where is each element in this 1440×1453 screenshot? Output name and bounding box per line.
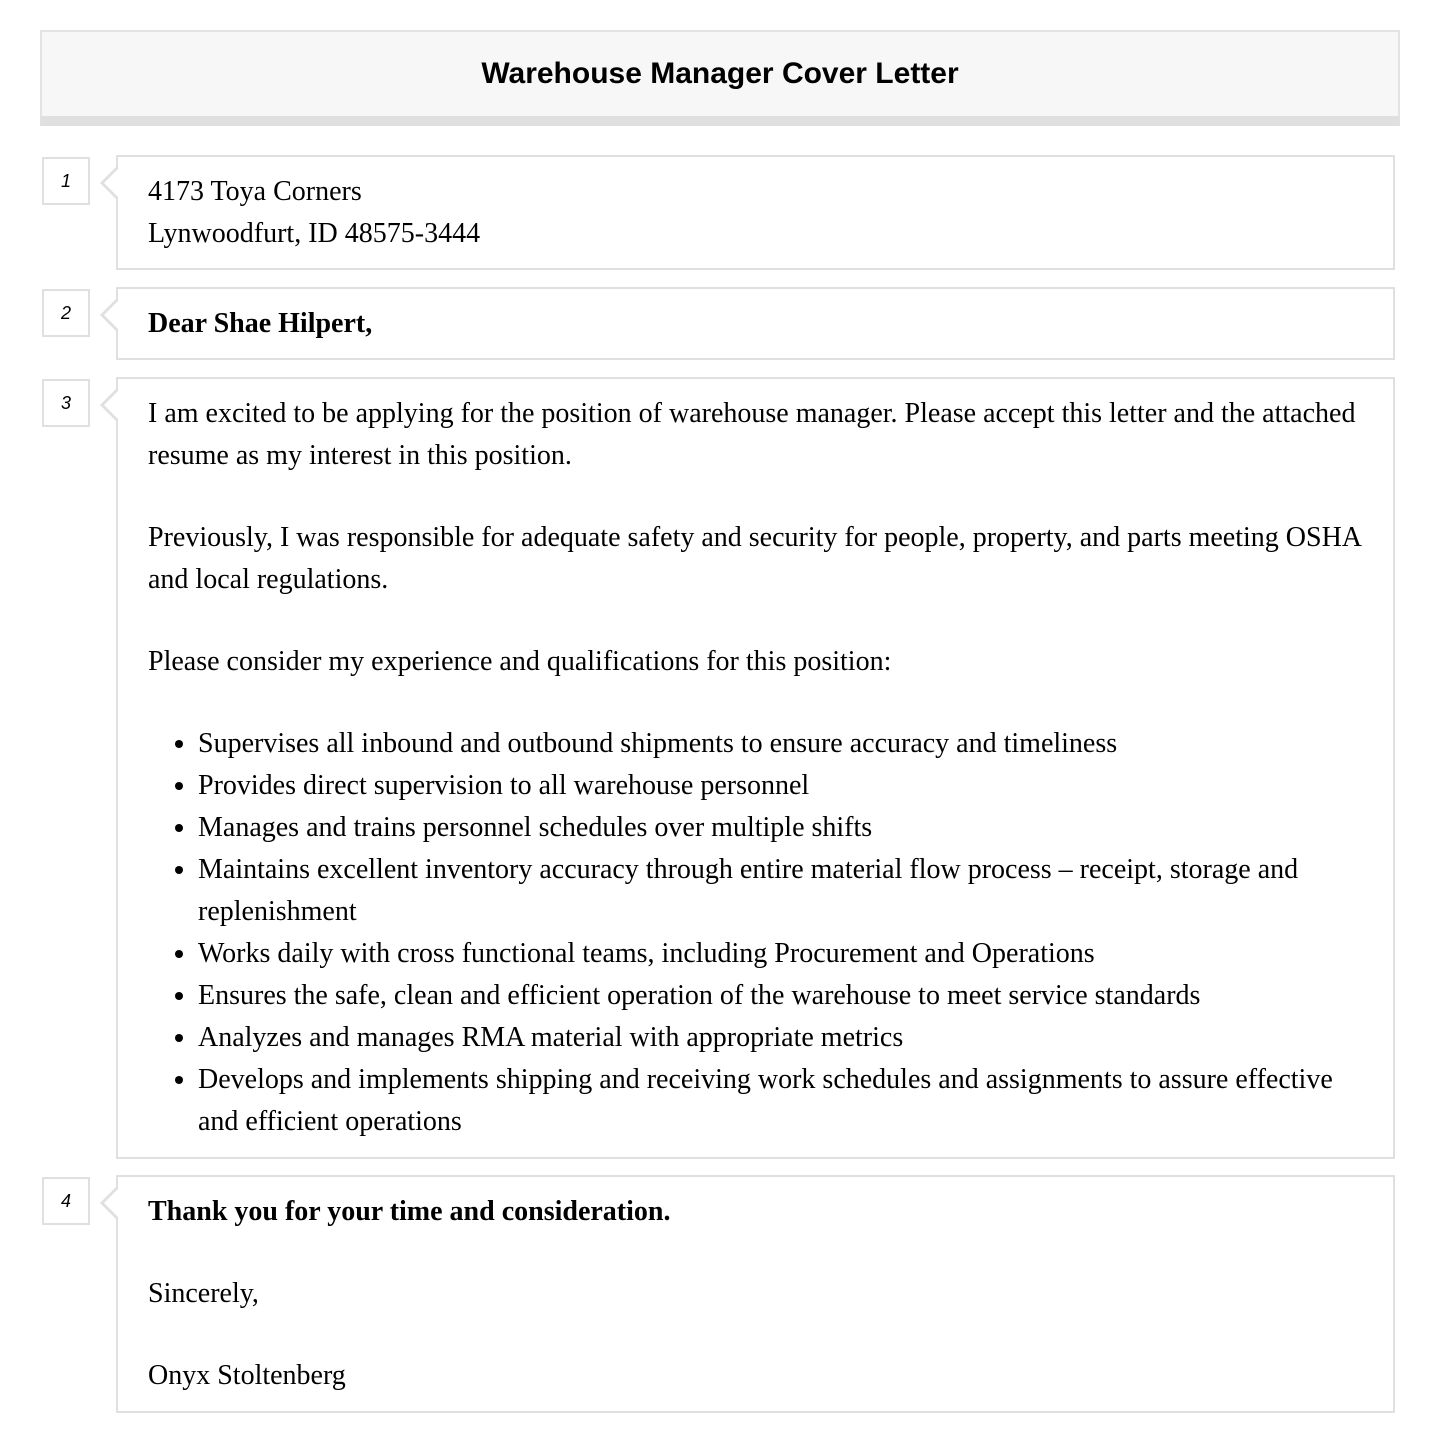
qualifications-list xyxy=(148,723,1363,1143)
greeting: Dear Shae Hilpert, xyxy=(148,308,373,339)
page-header xyxy=(40,30,1400,126)
address-line: Lynwoodfurt, ID 48575-3444 xyxy=(148,218,481,249)
paragraph: Please consider my experience and qualifications for this position: xyxy=(148,646,892,677)
section-number: 4 xyxy=(42,1177,90,1225)
closing-block xyxy=(116,1175,1395,1413)
section-number: 1 xyxy=(42,157,90,205)
list-item: • Manages and trains personnel schedules over multiple shifts xyxy=(198,807,1363,849)
paragraph: I am excited to be applying for the position of warehouse manager. Please accept this letter and the attached resume as my interest in this position. xyxy=(148,398,1356,471)
address-line: 4173 Toya Corners xyxy=(148,176,362,207)
section-number: 3 xyxy=(42,379,90,427)
paragraph: Previously, I was responsible for adequate safety and security for people, property, and parts meeting OSHA and local regulations. xyxy=(148,522,1361,595)
list-item: • Analyzes and manages RMA material with appropriate metrics xyxy=(198,1017,1363,1059)
list-item: • Ensures the safe, clean and efficient operation of the warehouse to meet service standards xyxy=(198,975,1363,1017)
greeting-block xyxy=(116,287,1395,360)
list-item: • Supervises all inbound and outbound shipments to ensure accuracy and timeliness xyxy=(198,723,1363,765)
body-block xyxy=(116,377,1395,1159)
signer-name: Onyx Stoltenberg xyxy=(148,1360,346,1391)
page-title: Warehouse Manager Cover Letter xyxy=(481,57,959,90)
list-item: • Provides direct supervision to all warehouse personnel xyxy=(198,765,1363,807)
list-item: • Maintains excellent inventory accuracy through entire material flow process – receipt, storage and replenishment xyxy=(198,849,1363,933)
signoff: Sincerely, xyxy=(148,1278,259,1309)
address-block xyxy=(116,155,1395,270)
list-item: • Develops and implements shipping and receiving work schedules and assignments to assure effective and efficient operations xyxy=(198,1059,1363,1143)
section-number: 2 xyxy=(42,289,90,337)
list-item: • Works daily with cross functional teams, including Procurement and Operations xyxy=(198,933,1363,975)
closing: Thank you for your time and consideration. xyxy=(148,1196,671,1227)
